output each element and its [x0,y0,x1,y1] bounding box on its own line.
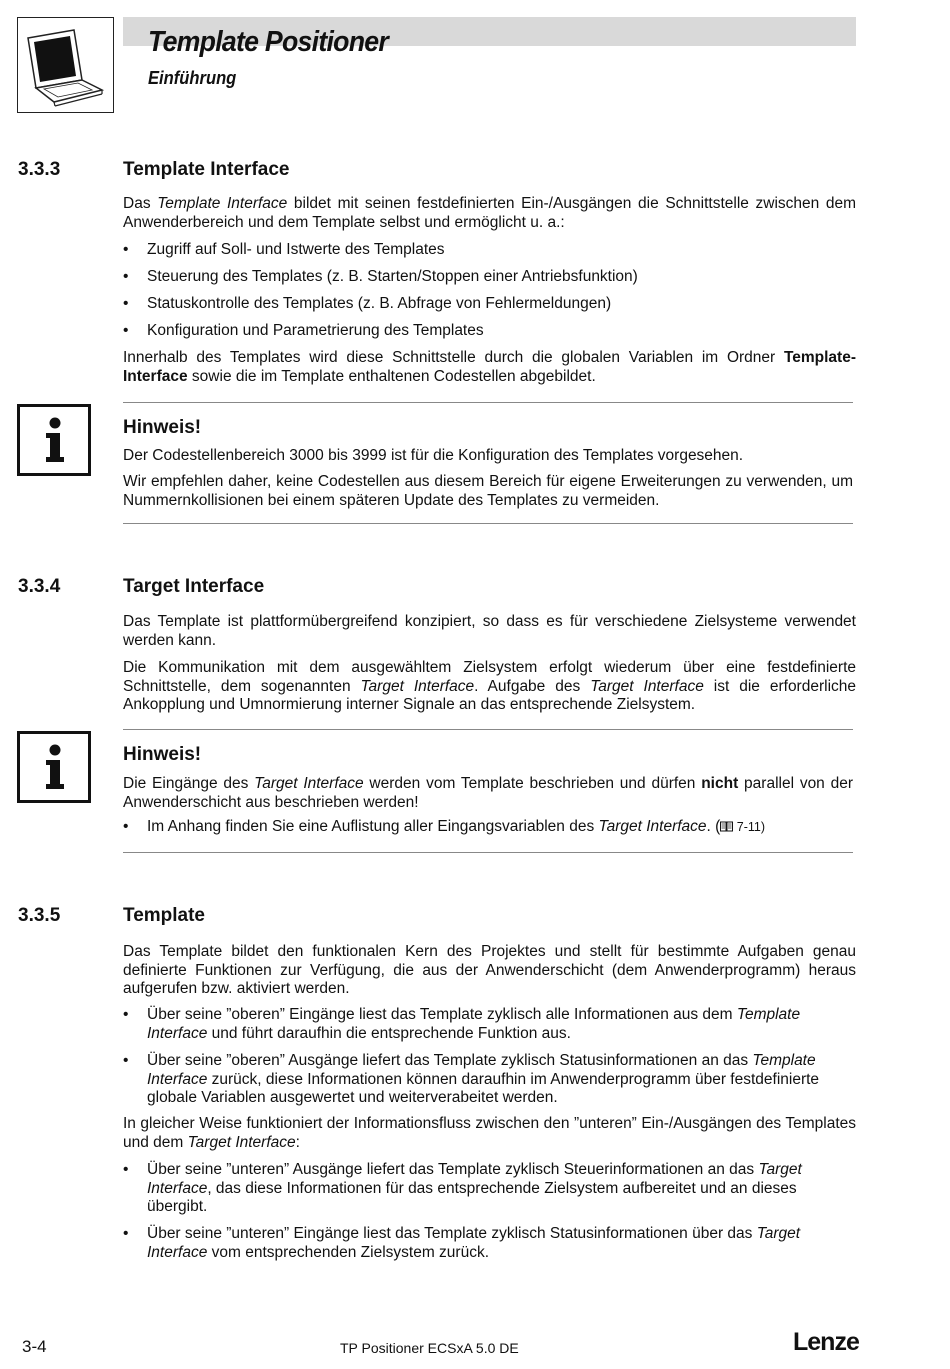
page-reference[interactable]: 7-11) [733,820,766,834]
page-title: Template Positioner [148,26,389,58]
brand-logo: Lenze [793,1328,859,1356]
page-number: 3-4 [22,1337,47,1356]
section-number: 3.3.4 [18,576,61,597]
document-id: TP Positioner ECSxA 5.0 DE [340,1340,519,1356]
note-heading: Hinweis! [123,417,202,438]
paragraph: Das Template Interface bildet mit seinen festdefinierten Ein-/Ausgängen die Schnittstelle zwischen dem Anwenderbereich und dem Template selbst und ermöglicht u. a.: [123,195,857,231]
chapter-logo [17,17,114,113]
divider [123,402,853,403]
paragraph: Innerhalb des Templates wird diese Schnittstelle durch die globalen Variablen im Ordner Template-Interface sowie die im Template enthaltenen Codestellen abgebildet. [123,349,856,385]
section-title: Target Interface [123,576,265,597]
note-text: Der Codestellenbereich 3000 bis 3999 ist für die Konfiguration des Templates vorgesehen. [123,447,744,464]
section-number: 3.3.5 [18,905,61,926]
section-title: Template [123,905,206,926]
note-heading: Hinweis! [123,744,202,765]
info-icon [20,734,88,800]
paragraph: Die Kommunikation mit dem ausgewähltem Zielsystem erfolgt wiederum über eine festdefinierte Schnittstelle, dem sogenannten Target Interface. Aufgabe des Target Interface ist die erforderliche Ankopplung und Umnormierung interner Signale an das entsprechende Zielsystem. [123,659,856,713]
divider [123,523,853,524]
divider [123,729,853,730]
laptop-icon [18,18,112,111]
paragraph: Das Template ist plattformübergreifend konzipiert, so dass es für verschiedene Zielsysteme verwendet werden kann. [123,613,856,649]
section-title: Template Interface [123,159,290,180]
note-text: Wir empfehlen daher, keine Codestellen aus diesem Bereich für eigene Erweiterungen zu verwenden, um Nummernkollisionen bei einem späteren Update des Templates zu vermeiden. [123,473,853,509]
paragraph: In gleicher Weise funktioniert der Informationsfluss zwischen den ”unteren” Ein-/Ausgängen des Templates und dem Target Interface: [123,1115,856,1151]
note-icon-box [17,731,91,803]
divider [123,852,853,853]
page-subtitle: Einführung [148,68,237,88]
note-text: Die Eingänge des Target Interface werden vom Template beschrieben und dürfen nicht parallel von der Anwenderschicht aus beschrieben werden! [123,775,854,811]
info-icon [20,407,88,473]
note-icon-box [17,404,91,476]
book-icon [720,821,733,832]
paragraph: Das Template bildet den funktionalen Kern des Projektes und stellt für bestimmte Aufgaben genau definierte Funktionen zur Verfügung, die aus der Anwenderschicht (dem Anwenderprogramm) heraus aufgerufen bzw. aktiviert werden. [123,943,856,997]
section-number: 3.3.3 [18,159,61,180]
